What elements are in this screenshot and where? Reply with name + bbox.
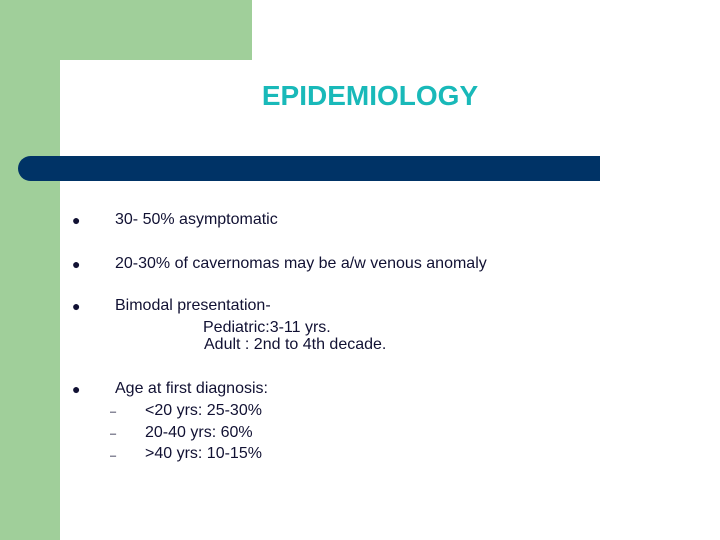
bullet-text: 30- 50% asymptomatic — [115, 211, 278, 228]
sub-bullet-text: <20 yrs: 25-30% — [145, 402, 262, 419]
detail-line: Adult : 2nd to 4th decade. — [204, 336, 387, 353]
sub-bullet-icon: – — [110, 406, 117, 418]
bullet-icon: ● — [72, 212, 81, 228]
slide-title: EPIDEMIOLOGY — [261, 80, 479, 111]
bullet-icon: ● — [72, 381, 81, 397]
bullet-text: 20-30% of cavernomas may be a/w venous anomaly — [115, 255, 487, 272]
decorative-side-panel — [0, 0, 60, 540]
sub-bullet-icon: – — [110, 450, 117, 462]
bullet-text: Age at first diagnosis: — [115, 380, 268, 397]
bullet-icon: ● — [72, 298, 81, 314]
sub-bullet-text: >40 yrs: 10-15% — [145, 445, 262, 462]
sub-bullet-text: 20-40 yrs: 60% — [145, 424, 253, 441]
title-underline-bar — [18, 156, 600, 181]
bullet-text: Bimodal presentation- — [115, 297, 271, 314]
decorative-top-panel — [0, 0, 252, 60]
sub-bullet-icon: – — [110, 428, 117, 440]
detail-line: Pediatric:3-11 yrs. — [203, 319, 331, 336]
bullet-icon: ● — [72, 256, 81, 272]
